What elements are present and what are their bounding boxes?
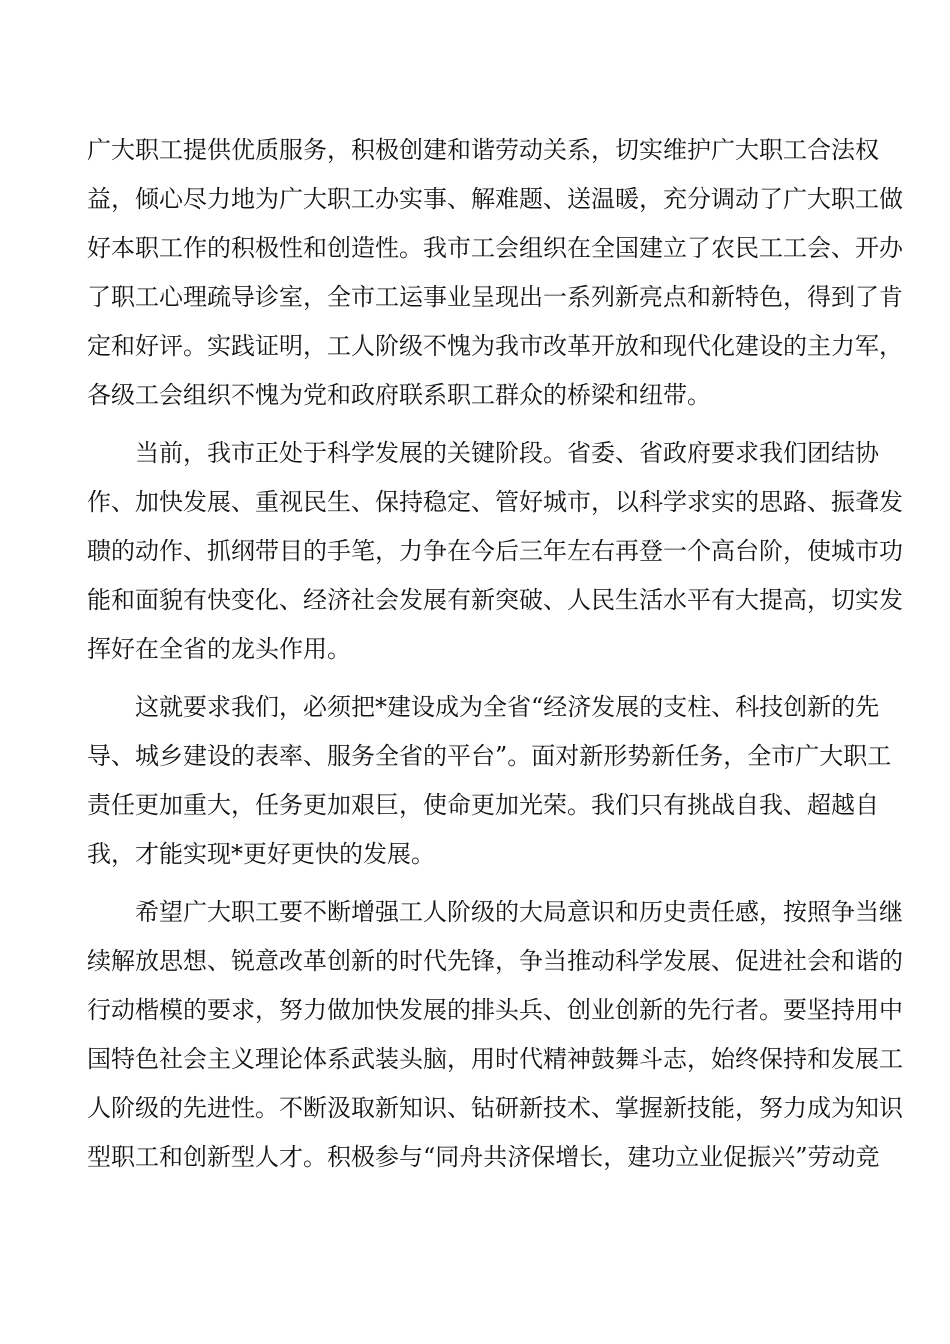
text-line: 行动楷模的要求，努力做加快发展的排头兵、创业创新的先行者。要坚持用中 bbox=[87, 996, 903, 1024]
text-line: 了职工心理疏导诊室，全市工运事业呈现出一系列新亮点和新特色，得到了肯 bbox=[87, 283, 903, 311]
text-line: 我，才能实现*更好更快的发展。 bbox=[87, 840, 435, 868]
text-line: 这就要求我们，必须把*建设成为全省“经济发展的支柱、科技创新的先 bbox=[135, 693, 880, 721]
text-line: 导、城乡建设的表率、服务全省的平台”。面对新形势新任务，全市广大职工 bbox=[87, 742, 892, 770]
text-line: 续解放思想、锐意改革创新的时代先锋，争当推动科学发展、促进社会和谐的 bbox=[87, 947, 903, 975]
text-line: 能和面貌有快变化、经济社会发展有新突破、人民生活水平有大提高，切实发 bbox=[87, 586, 903, 614]
text-line: 广大职工提供优质服务，积极创建和谐劳动关系，切实维护广大职工合法权 bbox=[87, 136, 879, 164]
text-line: 聩的动作、抓纲带目的手笔，力争在今后三年左右再登一个高台阶，使城市功 bbox=[87, 537, 903, 565]
text-line: 当前，我市正处于科学发展的关键阶段。省委、省政府要求我们团结协 bbox=[135, 439, 879, 467]
text-line: 益，倾心尽力地为广大职工办实事、解难题、送温暖，充分调动了广大职工做 bbox=[87, 185, 903, 213]
text-line: 型职工和创新型人才。积极参与“同舟共济保增长，建功立业促振兴”劳动竞 bbox=[87, 1143, 880, 1171]
text-line: 国特色社会主义理论体系武装头脑，用时代精神鼓舞斗志，始终保持和发展工 bbox=[87, 1045, 903, 1073]
text-line: 人阶级的先进性。不断汲取新知识、钻研新技术、掌握新技能，努力成为知识 bbox=[87, 1094, 903, 1122]
text-line: 责任更加重大，任务更加艰巨，使命更加光荣。我们只有挑战自我、超越自 bbox=[87, 791, 879, 819]
text-line: 作、加快发展、重视民生、保持稳定、管好城市，以科学求实的思路、振聋发 bbox=[87, 488, 903, 516]
text-line: 挥好在全省的龙头作用。 bbox=[87, 635, 351, 663]
text-line: 好本职工作的积极性和创造性。我市工会组织在全国建立了农民工工会、开办 bbox=[87, 234, 903, 262]
text-line: 希望广大职工要不断增强工人阶级的大局意识和历史责任感，按照争当继 bbox=[135, 898, 903, 926]
text-line: 各级工会组织不愧为党和政府联系职工群众的桥梁和纽带。 bbox=[87, 381, 711, 409]
text-line: 定和好评。实践证明，工人阶级不愧为我市改革开放和现代化建设的主力军， bbox=[87, 332, 903, 360]
